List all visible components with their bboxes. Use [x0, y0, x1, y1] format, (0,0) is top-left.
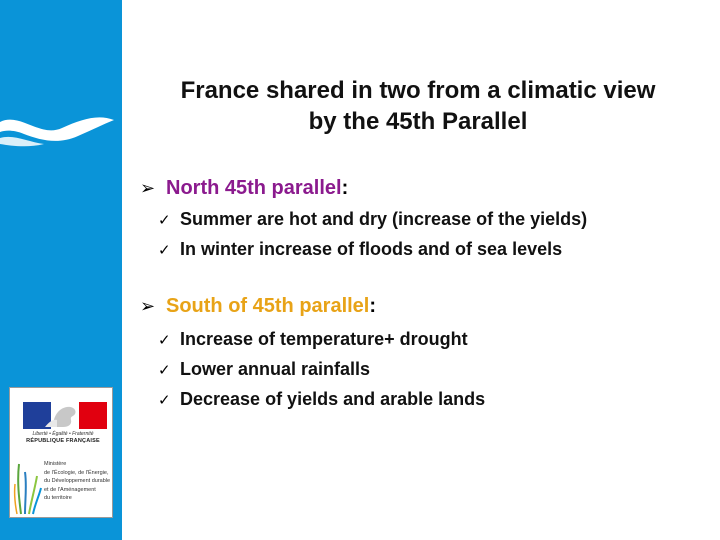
list-item — [158, 235, 700, 265]
ministry-line: du territoire — [44, 495, 72, 501]
south-list — [140, 325, 700, 415]
north-heading-text: North 45th parallel — [166, 177, 342, 199]
ministry-name — [44, 460, 112, 503]
ministry-line: du Développement durable — [44, 478, 111, 484]
list-item — [158, 385, 700, 415]
arrow-bullet-icon: ➢ — [140, 178, 156, 198]
north-list — [140, 205, 700, 265]
ministry-line: et de l'Aménagement — [44, 486, 96, 493]
south-section — [140, 293, 700, 415]
list-item-text: Decrease of yields and arable lands — [180, 389, 486, 409]
sidebar-band — [0, 0, 122, 540]
list-item-text: Lower annual rainfalls — [180, 359, 371, 379]
checkmark-icon: ✓ — [158, 242, 171, 259]
list-item — [158, 355, 700, 385]
republique-francaise-logo — [9, 387, 113, 518]
title-line-2: by the 45th Parallel — [308, 108, 528, 135]
logo-motto: Liberté • Égalité • Fraternité — [32, 431, 94, 437]
south-heading-text: South of 45th parallel — [166, 295, 370, 317]
wave-icon — [0, 108, 122, 152]
marianne-flag-icon — [23, 402, 107, 429]
logo-republic-name: RÉPUBLIQUE FRANÇAISE — [26, 438, 100, 444]
checkmark-icon: ✓ — [158, 332, 171, 349]
north-heading-colon: : — [341, 177, 349, 199]
list-item — [158, 205, 700, 235]
ministry-line: Ministère — [44, 461, 67, 467]
title-line-1: France shared in two from a climatic view — [180, 77, 656, 104]
slide-title — [128, 75, 708, 137]
checkmark-icon: ✓ — [158, 212, 171, 229]
list-item-text: In winter increase of floods and of sea levels — [180, 239, 563, 259]
ministry-line: de l'Écologie, de l'Énergie, — [44, 469, 109, 476]
list-item-text: Summer are hot and dry (increase of the yields) — [180, 209, 588, 229]
list-item — [158, 325, 700, 355]
arrow-bullet-icon: ➢ — [140, 296, 156, 316]
ministry-leaves-icon — [13, 458, 43, 516]
list-item-text: Increase of temperature+ drought — [180, 329, 468, 349]
south-heading — [140, 293, 700, 319]
south-heading-colon: : — [369, 295, 377, 317]
checkmark-icon: ✓ — [158, 392, 171, 409]
north-heading — [140, 175, 700, 201]
checkmark-icon: ✓ — [158, 362, 171, 379]
north-section — [140, 175, 700, 265]
